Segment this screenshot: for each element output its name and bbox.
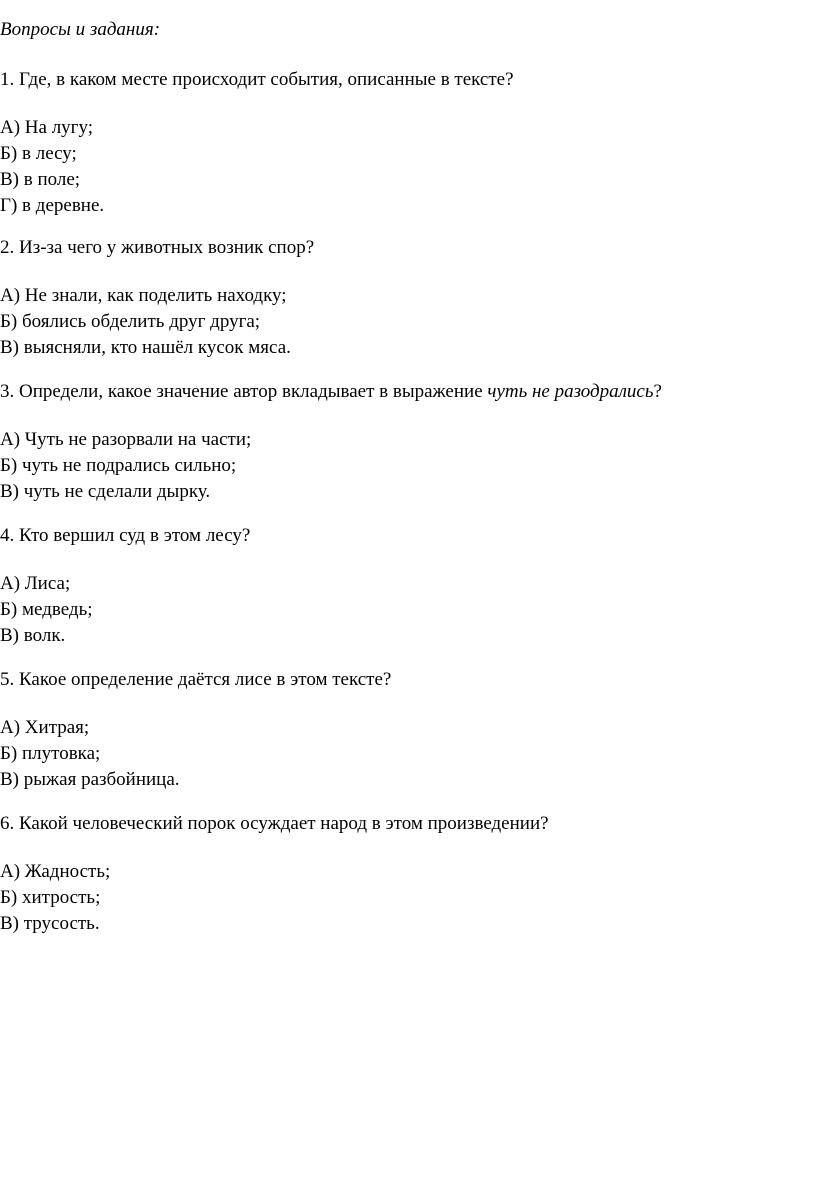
question-6-option-b: Б) хитрость;: [0, 887, 101, 908]
question-2-option-c: В) выясняли, кто нашёл кусок мяса.: [0, 337, 291, 358]
question-5-option-a: А) Хитрая;: [0, 717, 90, 738]
question-1-option-b: Б) в лесу;: [0, 143, 77, 164]
question-1-option-c: В) в поле;: [0, 169, 81, 190]
question-3-option-b: Б) чуть не подрались сильно;: [0, 455, 237, 476]
question-5-text: 5. Какое определение даётся лисе в этом тексте?: [0, 669, 392, 690]
question-2-option-b: Б) боялись обделить друг друга;: [0, 311, 261, 332]
question-3-text-end: ?: [653, 381, 662, 402]
section-heading: Вопросы и задания:: [0, 19, 161, 40]
question-4-option-b: Б) медведь;: [0, 599, 93, 620]
question-3-text-start: 3. Определи, какое значение автор вкладывает в выражение: [0, 381, 488, 402]
question-1-text: 1. Где, в каком месте происходит события, описанные в тексте?: [0, 69, 514, 90]
question-6-text: 6. Какой человеческий порок осуждает народ в этом произведении?: [0, 813, 549, 834]
question-2-option-a: А) Не знали, как поделить находку;: [0, 285, 287, 306]
question-1-option-d: Г) в деревне.: [0, 195, 105, 216]
question-3-text: [0, 378, 662, 406]
question-6-option-a: А) Жадность;: [0, 861, 111, 882]
question-3-emphasis: чуть не разодрались: [487, 381, 654, 402]
question-4-option-c: В) волк.: [0, 625, 66, 646]
question-5-option-c: В) рыжая разбойница.: [0, 769, 180, 790]
question-5-option-b: Б) плутовка;: [0, 743, 101, 764]
question-3-option-a: А) Чуть не разорвали на части;: [0, 429, 252, 450]
question-1-option-a: А) На лугу;: [0, 117, 94, 138]
question-2-text: 2. Из-за чего у животных возник спор?: [0, 237, 315, 258]
question-4-option-a: А) Лиса;: [0, 573, 71, 594]
question-3-option-c: В) чуть не сделали дырку.: [0, 481, 211, 502]
question-4-text: 4. Кто вершил суд в этом лесу?: [0, 525, 251, 546]
question-6-option-c: В) трусость.: [0, 913, 100, 934]
